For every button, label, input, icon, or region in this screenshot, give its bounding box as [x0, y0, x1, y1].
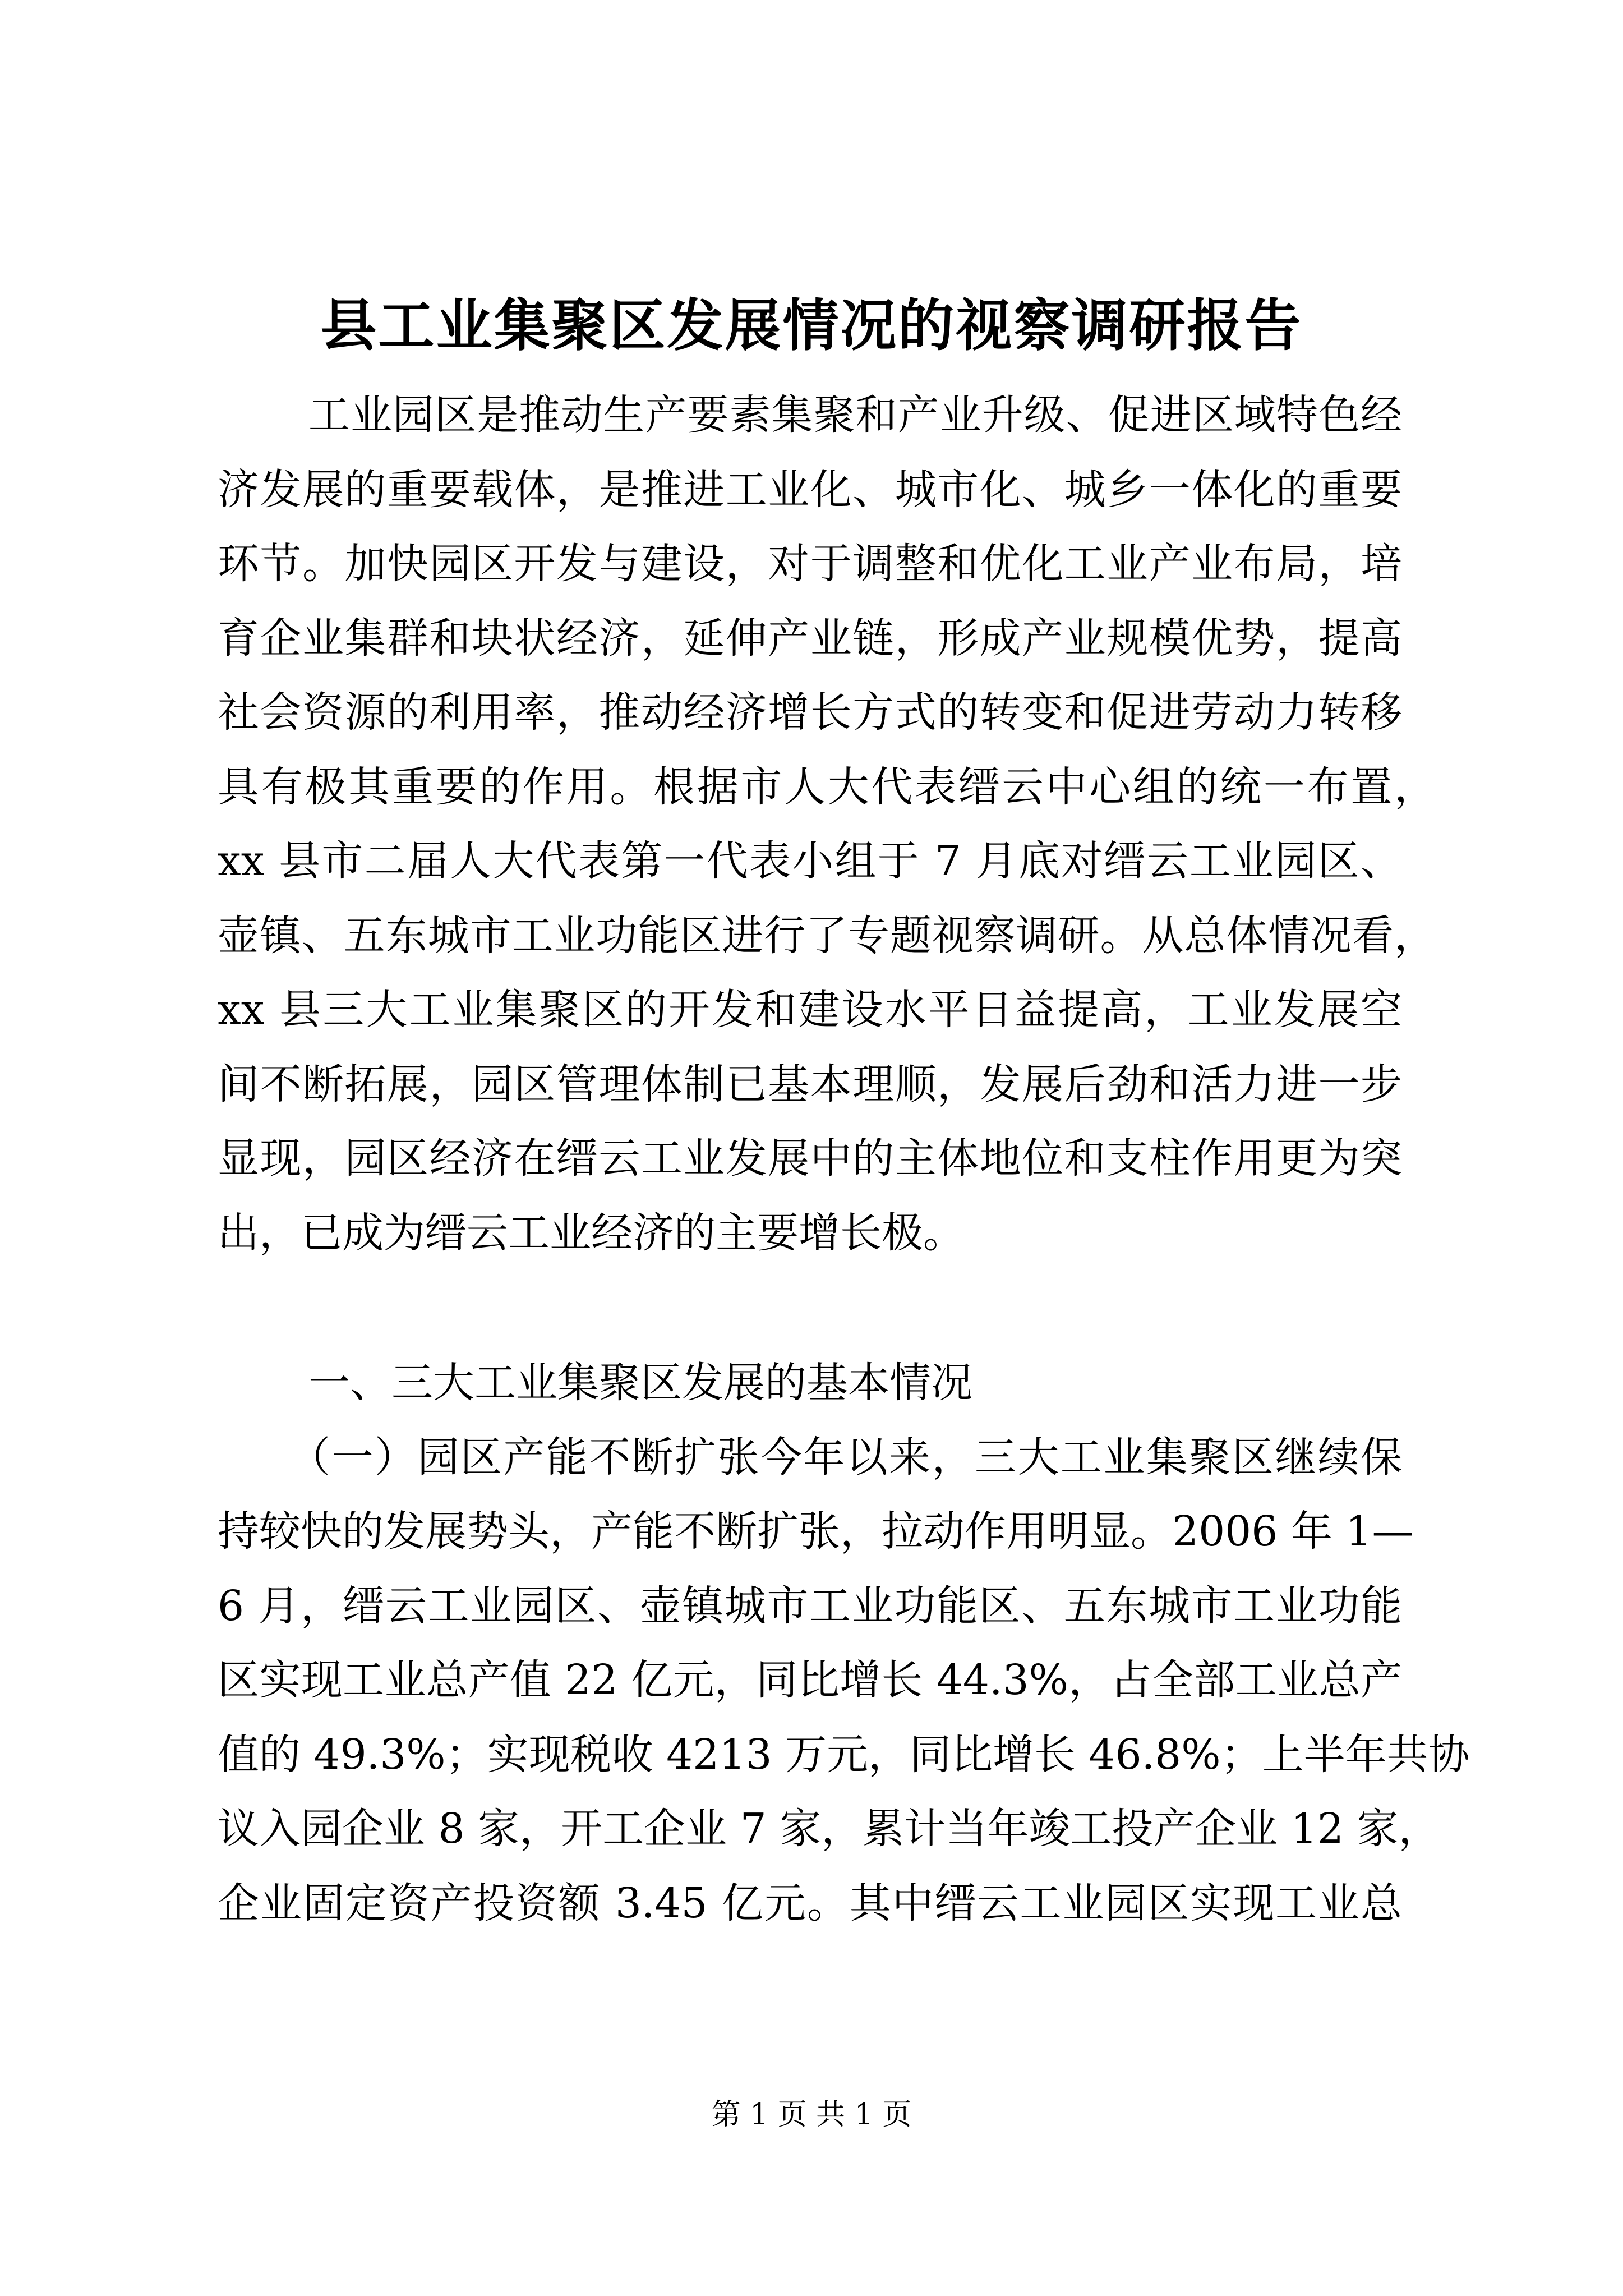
body-line: 出，已成为缙云工业经济的主要增长极。: [218, 1209, 965, 1257]
body-line: xx 县三大工业集聚区的开发和建设水平日益提高，工业发展空: [218, 986, 1402, 1034]
body-line: 议入园企业 8 家，开工企业 7 家，累计当年竣工投产企业 12 家，: [218, 1805, 1440, 1853]
body-line: 区实现工业总产值 22 亿元，同比增长 44.3%，占全部工业总产: [218, 1656, 1402, 1704]
body-line: 企业固定资产投资额 3.45 亿元。其中缙云工业园区实现工业总: [218, 1879, 1402, 1927]
body-line: （一）园区产能不断扩张今年以来，三大工业集聚区继续保: [289, 1433, 1402, 1481]
body-line: 壶镇、五东城市工业功能区进行了专题视察调研。从总体情况看，: [218, 912, 1436, 960]
body-line: 具有极其重要的作用。根据市人大代表缙云中心组的统一布置，: [218, 763, 1436, 811]
document-title: 县工业集聚区发展情况的视察调研报告: [320, 292, 1303, 358]
page-number-footer: 第 1 页 共 1 页: [711, 2098, 912, 2132]
body-line: xx 县市二届人大代表第一代表小组于 7 月底对缙云工业园区、: [218, 837, 1402, 885]
body-line: 显现，园区经济在缙云工业发展中的主体地位和支柱作用更为突: [218, 1134, 1402, 1182]
body-line: 持较快的发展势头，产能不断扩张，拉动作用明显。2006 年 1—: [218, 1507, 1414, 1556]
body-line: 值的 49.3%；实现税收 4213 万元，同比增长 46.8%；上半年共协: [218, 1731, 1470, 1779]
body-line: 社会资源的利用率，推动经济增长方式的转变和促进劳动力转移: [218, 688, 1402, 737]
body-line: 6 月，缙云工业园区、壶镇城市工业功能区、五东城市工业功能: [218, 1582, 1402, 1630]
body-line: 环节。加快园区开发与建设，对于调整和优化工业产业布局，培: [218, 540, 1402, 588]
section-heading: 一、三大工业集聚区发展的基本情况: [308, 1359, 972, 1407]
body-line: 间不断拓展，园区管理体制已基本理顺，发展后劲和活力进一步: [218, 1060, 1402, 1108]
body-line: 工业园区是推动生产要素集聚和产业升级、促进区域特色经: [308, 391, 1402, 439]
body-line: 济发展的重要载体，是推进工业化、城市化、城乡一体化的重要: [218, 466, 1402, 514]
body-line: 育企业集群和块状经济，延伸产业链，形成产业规模优势，提高: [218, 614, 1402, 662]
